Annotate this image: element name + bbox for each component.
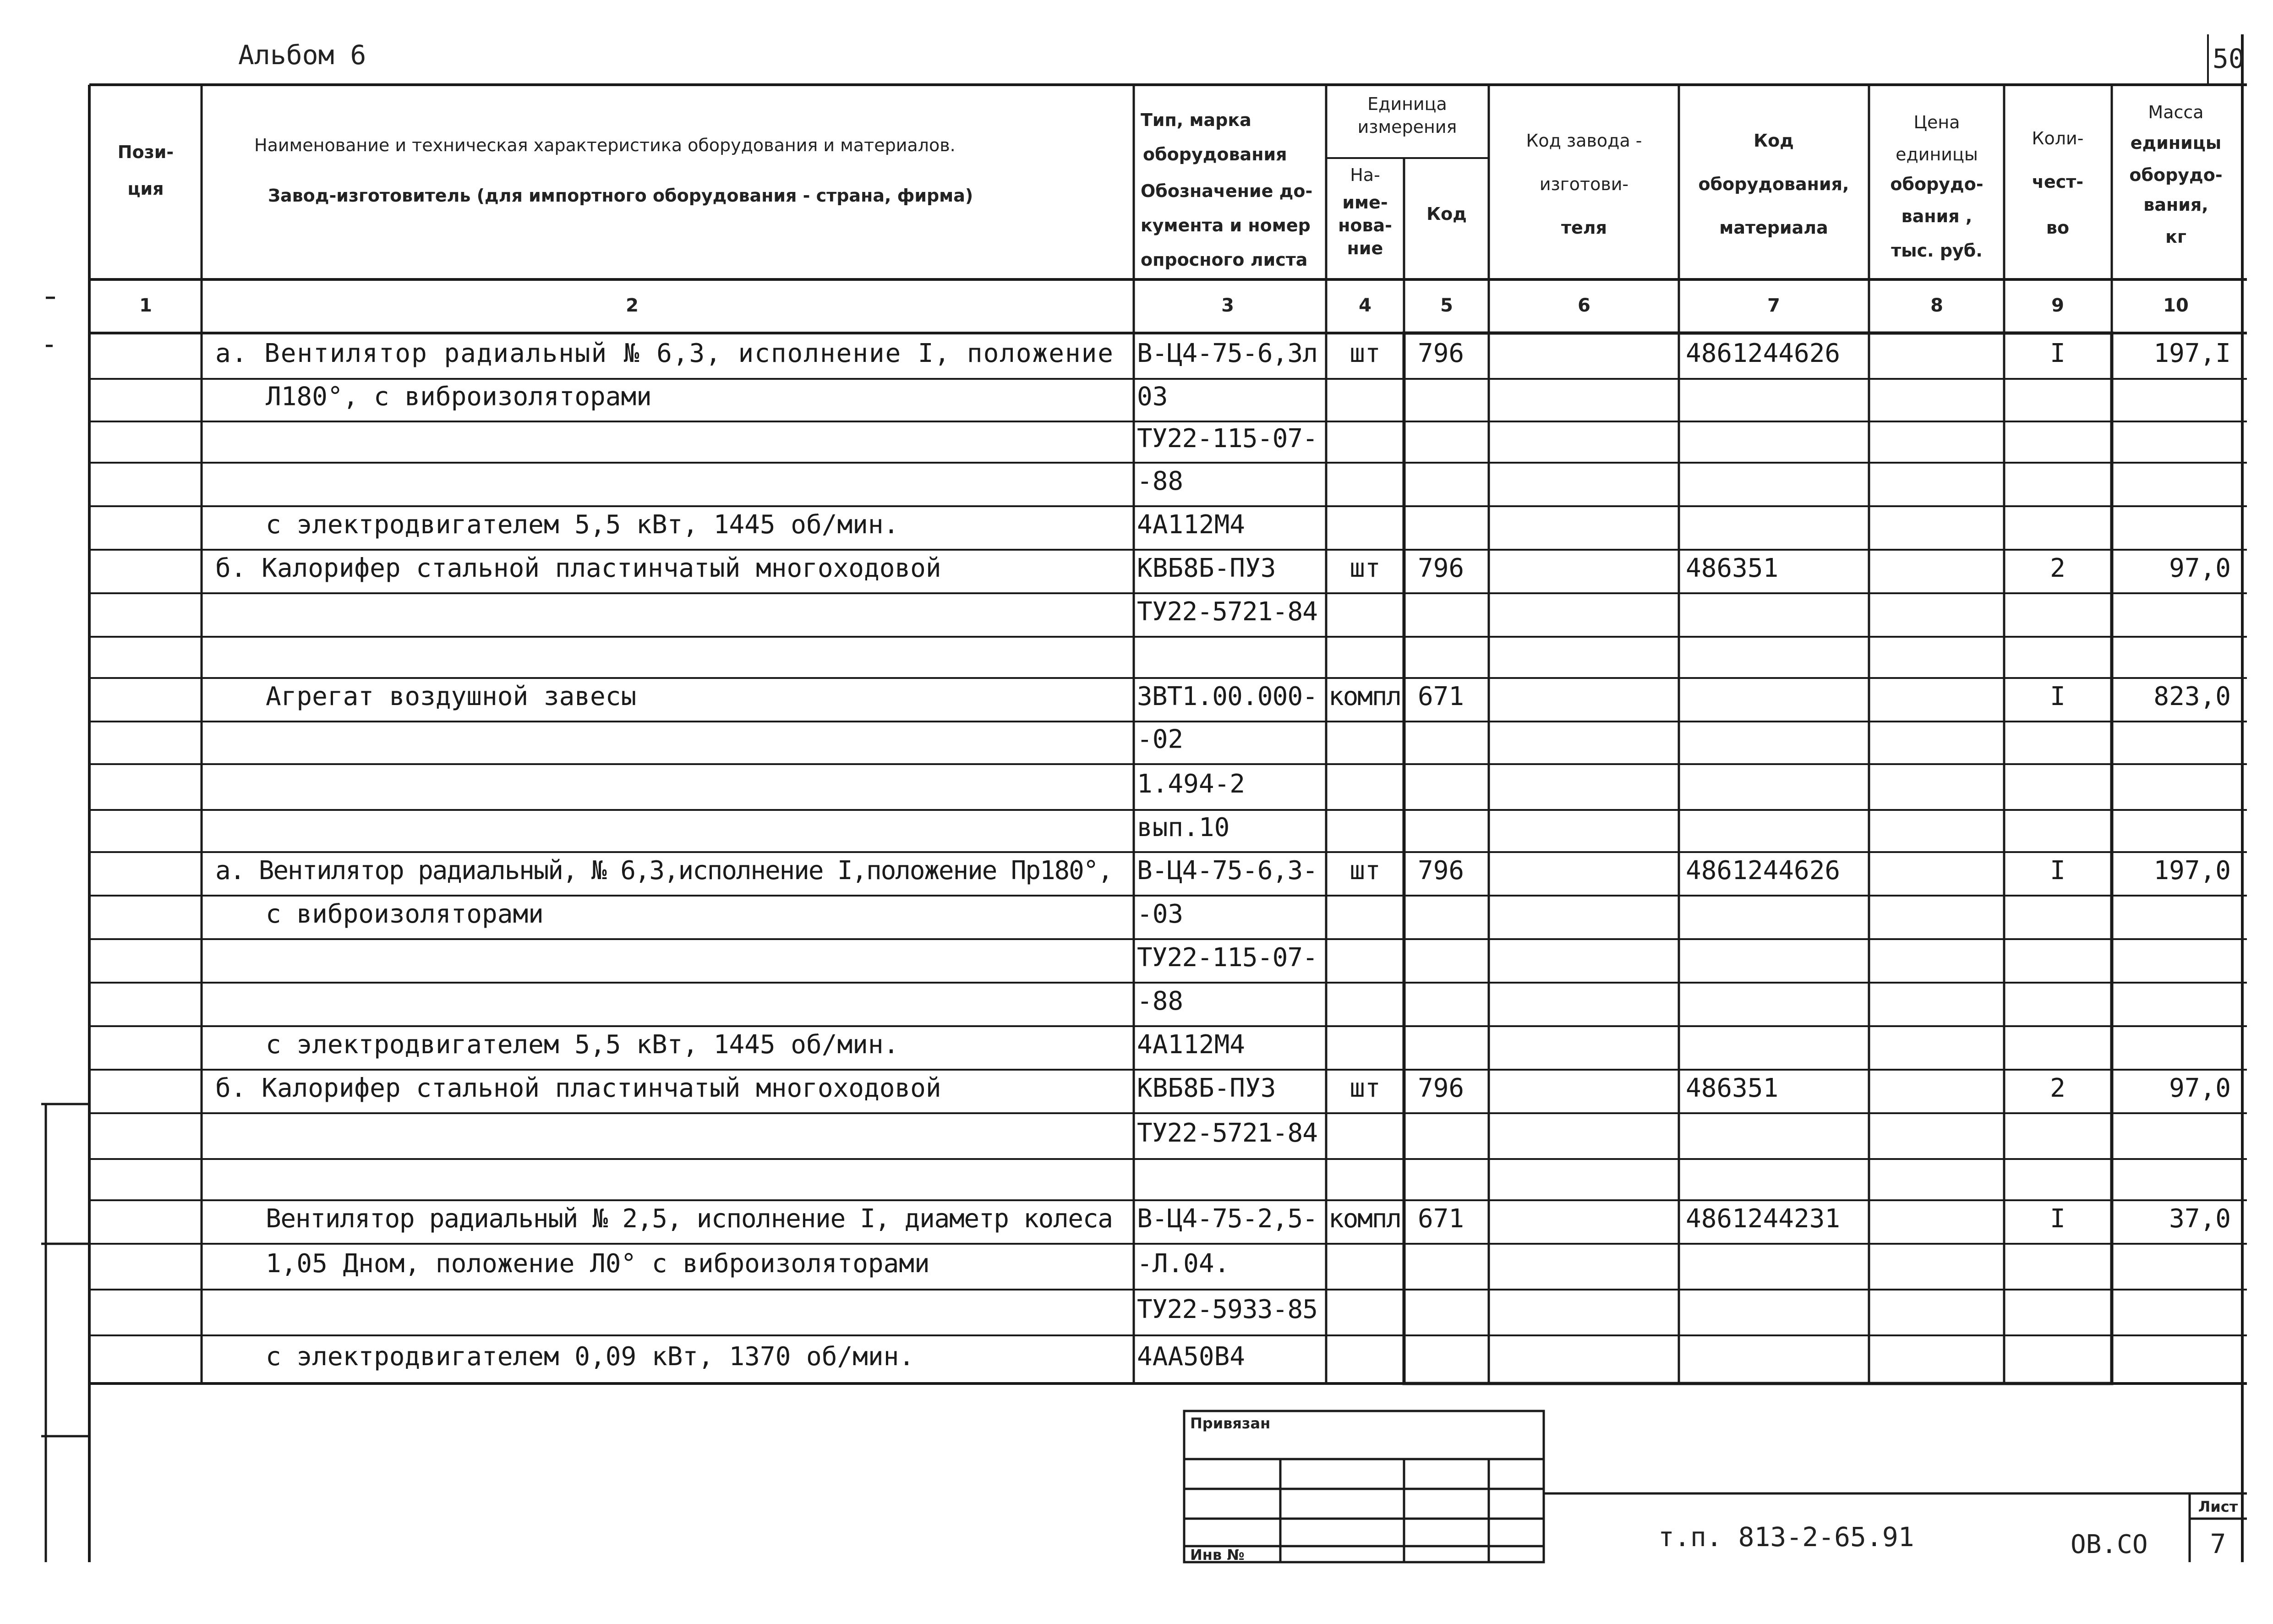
header-col8-l4: вания ,: [1901, 206, 1972, 226]
row-type: -88: [1137, 466, 1184, 496]
colnum-5: 5: [1440, 295, 1453, 316]
row-name: а. Вентилятор радиальный № 6,3, исполнение I, положение: [215, 339, 1113, 369]
row-unit-code: 796: [1418, 855, 1464, 886]
inventory-label: Инв №: [1190, 1546, 1245, 1564]
header-col4-l4: ние: [1347, 238, 1383, 258]
header-col6-l3: теля: [1561, 218, 1607, 238]
section-code: ОВ.СО: [2071, 1530, 2148, 1559]
row-type: -03: [1137, 899, 1184, 929]
binding-marks: [41, 298, 89, 1562]
row-quantity: 2: [2050, 553, 2065, 583]
colnum-6: 6: [1578, 295, 1590, 316]
page-number: 50: [2213, 43, 2245, 74]
row-type: -88: [1137, 986, 1184, 1016]
row-equipment-code: 4861244626: [1686, 855, 1841, 886]
sheet-label: Лист: [2198, 1498, 2238, 1515]
header-col10-l2: единицы: [2130, 133, 2222, 153]
row-type: КВБ8Б-ПУ3: [1137, 1073, 1276, 1103]
row-unit-code: 671: [1418, 681, 1464, 711]
row-name: с электродвигателем 5,5 кВт, 1445 об/мин.: [266, 509, 899, 540]
header-col3-l2: оборудования: [1143, 144, 1287, 164]
header-col9-l3: во: [2046, 218, 2070, 238]
row-unit-code: 796: [1418, 339, 1464, 369]
header-col3-l4: кумента и номер: [1141, 215, 1311, 235]
header-col4-l1: На-: [1350, 165, 1380, 185]
colnum-3: 3: [1221, 295, 1234, 316]
album-label: Альбом 6: [238, 39, 366, 71]
header-col3-l1: Тип, марка: [1141, 110, 1251, 130]
header-col8-l2: единицы: [1896, 144, 1978, 164]
row-mass: 97,0: [2169, 553, 2231, 583]
header-col10-l4: вания,: [2143, 195, 2208, 215]
header-col9-l2: чест-: [2032, 172, 2084, 192]
row-type: КВБ8Б-ПУ3: [1137, 553, 1276, 583]
row-equipment-code: 486351: [1686, 1073, 1779, 1103]
table-body: [215, 339, 2231, 1372]
row-unit-code: 796: [1418, 553, 1464, 583]
row-type: -Л.04.: [1137, 1249, 1230, 1279]
row-name: а. Вентилятор радиальный, № 6,3,исполнение I,положение Пр180°,: [215, 855, 1113, 886]
table-header: [118, 94, 2223, 270]
header-col6-l2: изготови-: [1539, 174, 1629, 194]
row-mass: 37,0: [2169, 1203, 2231, 1234]
header-col4-l3: нова-: [1338, 215, 1392, 235]
row-type: ТУ22-5721-84: [1137, 1118, 1318, 1148]
header-col2-a: Наименование и техническая характеристика оборудования и материалов.: [254, 135, 956, 155]
header-col2-b: Завод-изготовитель (для импортного оборудования - страна, фирма): [268, 186, 973, 206]
colnum-1: 1: [139, 295, 152, 316]
row-type: ТУ22-5721-84: [1137, 596, 1318, 627]
row-equipment-code: 4861244626: [1686, 339, 1841, 369]
row-name: б. Калорифер стальной пластинчатый многоходовой: [215, 553, 941, 583]
header-col7-l2: оборудования,: [1698, 174, 1849, 194]
row-type: В-Ц4-75-6,3-: [1137, 855, 1318, 886]
row-unit-code: 671: [1418, 1203, 1464, 1234]
header-col10-l5: кг: [2165, 227, 2186, 247]
row-type: 1.494-2: [1137, 769, 1246, 799]
row-type: 4А112М4: [1137, 1029, 1246, 1060]
row-type: вып.10: [1137, 813, 1230, 843]
row-quantity: I: [2050, 339, 2065, 369]
row-name: б. Калорифер стальной пластинчатый многоходовой: [215, 1073, 941, 1103]
row-name: Вентилятор радиальный № 2,5, исполнение I, диаметр колеса: [266, 1203, 1113, 1234]
row-name: Агрегат воздушной завесы: [266, 681, 637, 711]
colnum-4: 4: [1359, 295, 1371, 316]
column-numbers: [139, 295, 2189, 316]
colnum-8: 8: [1930, 295, 1943, 316]
row-type: В-Ц4-75-2,5-: [1137, 1203, 1318, 1234]
row-unit-code: 796: [1418, 1073, 1464, 1103]
row-type: В-Ц4-75-6,3л: [1137, 339, 1318, 369]
row-unit: шт: [1350, 855, 1381, 886]
header-col5: Код: [1426, 204, 1467, 224]
document-code: т.п. 813-2-65.91: [1658, 1521, 1914, 1553]
row-equipment-code: 486351: [1686, 553, 1779, 583]
row-type: 03: [1137, 382, 1168, 412]
colnum-10: 10: [2163, 295, 2189, 316]
row-mass: 197,0: [2153, 855, 2231, 886]
row-name: с электродвигателем 0,09 кВт, 1370 об/мин.: [266, 1342, 915, 1372]
header-col6-l1: Код завода -: [1526, 131, 1642, 151]
colnum-7: 7: [1767, 295, 1780, 316]
header-col8-l5: тыс. руб.: [1891, 241, 1983, 261]
row-quantity: I: [2050, 681, 2065, 711]
header-col1-l2: ция: [127, 179, 164, 199]
row-type: ТУ22-115-07-: [1137, 423, 1318, 454]
header-col9-l1: Коли-: [2032, 128, 2084, 148]
colnum-9: 9: [2051, 295, 2064, 316]
row-name: с виброизоляторами: [266, 899, 544, 929]
colnum-2: 2: [626, 295, 639, 316]
row-name: с электродвигателем 5,5 кВт, 1445 об/мин.: [266, 1029, 899, 1060]
row-quantity: 2: [2050, 1073, 2065, 1103]
row-mass: 197,I: [2153, 339, 2231, 369]
header-col7-l1: Код: [1754, 131, 1794, 151]
row-type: 4АА50В4: [1137, 1342, 1246, 1372]
header-col1-l1: Пози-: [117, 142, 174, 162]
header-col4-l2: име-: [1342, 192, 1388, 213]
header-unit-l1: Единица: [1367, 94, 1447, 114]
row-type: ТУ22-115-07-: [1137, 942, 1318, 973]
header-col7-l3: материала: [1719, 218, 1828, 238]
header-col10-l1: Масса: [2148, 102, 2204, 122]
row-mass: 97,0: [2169, 1073, 2231, 1103]
row-name: Л180°, с виброизоляторами: [266, 382, 652, 412]
row-type: 4А112М4: [1137, 509, 1246, 540]
row-type: ТУ22-5933-85: [1137, 1295, 1318, 1324]
header-col8-l1: Цена: [1913, 112, 1960, 132]
row-mass: 823,0: [2153, 681, 2231, 711]
row-type: ЗВТ1.00.000-: [1137, 681, 1318, 711]
row-quantity: I: [2050, 855, 2065, 886]
header-col3-l5: опросного листа: [1141, 250, 1308, 270]
row-unit: шт: [1350, 553, 1381, 583]
row-equipment-code: 4861244231: [1686, 1203, 1841, 1234]
row-quantity: I: [2050, 1203, 2065, 1234]
header-col3-l3: Обозначение до-: [1141, 181, 1313, 201]
row-unit: шт: [1350, 1073, 1381, 1103]
privyazan-label: Привязан: [1190, 1415, 1271, 1432]
row-name: 1,05 Дном, положение Л0° с виброизоляторами: [266, 1249, 930, 1279]
sheet-number: 7: [2210, 1528, 2226, 1559]
header-col10-l3: оборудо-: [2129, 165, 2223, 185]
row-unit: шт: [1350, 339, 1381, 369]
row-unit: компл: [1328, 681, 1402, 711]
header-col8-l3: оборудо-: [1890, 174, 1983, 194]
header-unit-l2: измерения: [1357, 117, 1457, 137]
row-type: -02: [1137, 724, 1184, 755]
row-unit: компл: [1328, 1203, 1402, 1234]
